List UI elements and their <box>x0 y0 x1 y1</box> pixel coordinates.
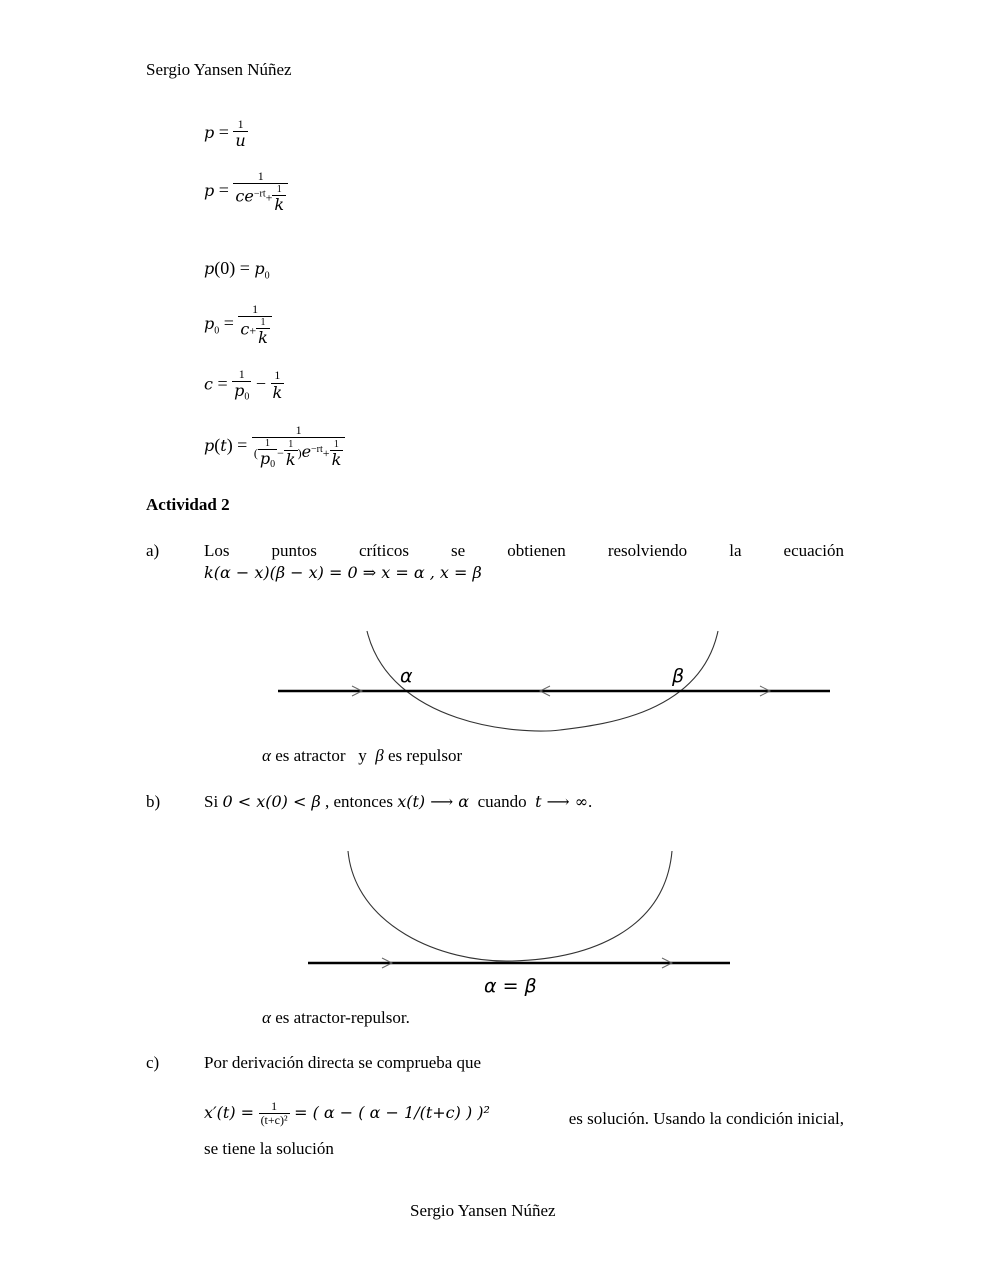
equation-4: $p_0$ = 1 c+ $\frac{1}{k}$ <box>204 303 272 347</box>
label-alpha: α <box>400 665 413 687</box>
section-title: Actividad 2 <box>146 495 230 514</box>
word: resolviendo <box>607 541 688 560</box>
word: Los <box>204 541 230 560</box>
equation-6: p(t) = 1 ( $\frac{1}{p0}$ − $\frac{1}{k}$ )$e^{-rt}+$ $\frac{1}{k}$ <box>204 424 345 470</box>
page-footer-author: Sergio Yansen Núñez <box>410 1201 556 1220</box>
word: obtienen <box>507 541 566 560</box>
item-b-label: b) <box>146 792 161 811</box>
item-a-caption: α es atractor y β es repulsor <box>262 746 463 765</box>
item-c-sentence: es solución. Usando la condición inicial, <box>568 1109 844 1128</box>
word: se <box>451 541 466 560</box>
item-a-sentence <box>204 541 844 561</box>
item-b-caption: α es atractor-repulsor. <box>262 1008 410 1027</box>
caption-alpha: α <box>262 746 271 765</box>
curve-b <box>348 851 672 961</box>
word: puntos <box>271 541 317 560</box>
item-b-sentence: Si 0 < x(0) < β , entonces x(t) ⟶ α cuando t ⟶ ∞. <box>204 792 593 811</box>
item-a-label: a) <box>146 541 160 560</box>
word: la <box>729 541 742 560</box>
label-beta: β <box>672 665 685 687</box>
equation-1: p = $\frac{1}{u}$ <box>204 117 246 151</box>
item-a-equation: k(α − x)(β − x) = 0 ⇒ x = α , x = β <box>204 563 482 582</box>
label-alpha-equals-beta: α = β <box>484 975 537 997</box>
phase-diagram-a <box>270 625 840 740</box>
item-c-equation: x′(t) = $\frac{1}{\text{(t+c)²}}$ = ( α − ( α − 1/(t+c) ) )² <box>204 1099 490 1128</box>
item-c-label: c) <box>146 1053 160 1072</box>
caption-beta: β <box>375 746 384 765</box>
phase-diagram-b <box>300 845 740 1005</box>
word: críticos <box>358 541 409 560</box>
equation-5: c = $\frac{1}{p_0}$ − $\frac{1}{k}$ <box>204 367 283 403</box>
item-c-sentence-2: se tiene la solución <box>204 1139 334 1158</box>
item-c-intro: Por derivación directa se comprueba que <box>204 1053 482 1072</box>
equation-2: p = 1 $ce^{-rt}+$ $\frac{1}{k}$ <box>204 170 288 214</box>
curve-a <box>367 631 718 731</box>
equation-3: $p(0) = p_0$ <box>204 258 270 282</box>
page-header-author: Sergio Yansen Núñez <box>146 60 292 79</box>
word: ecuación <box>783 541 844 560</box>
